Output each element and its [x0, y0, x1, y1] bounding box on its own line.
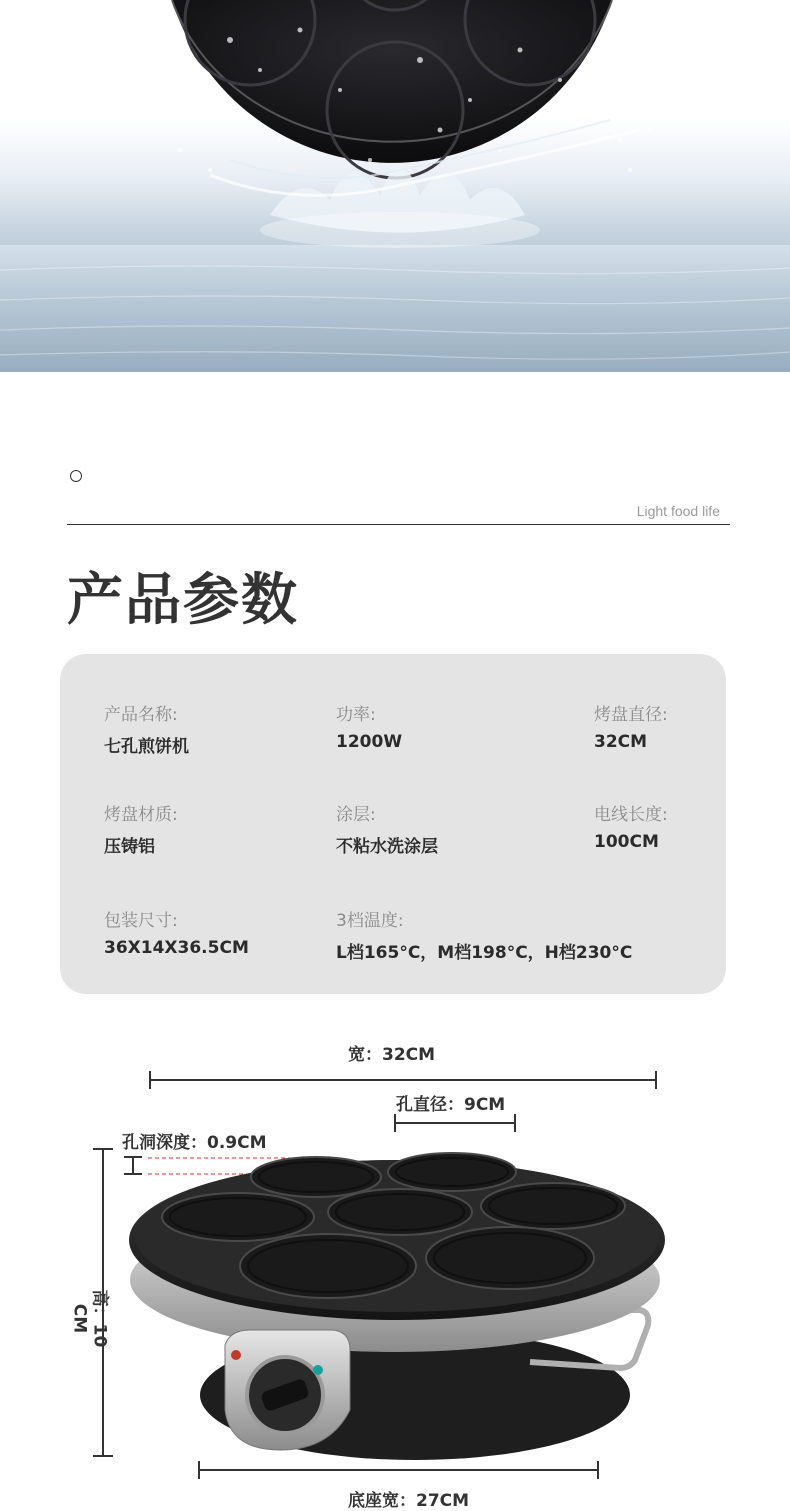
spec-value-material: 压铸铝 [104, 837, 155, 857]
spec-value-power: 1200W [336, 732, 403, 752]
height-label: 高：10 CM [69, 1289, 110, 1348]
hole-depth-label: 孔洞深度：0.9CM [122, 1133, 267, 1153]
spec-value-temperature: L档165°C，M档198°C，H档230°C [336, 943, 633, 963]
spec-label-temperature: 3档温度: [336, 911, 404, 931]
bullet-circle-icon [70, 470, 82, 482]
spec-label-material: 烤盘材质: [104, 805, 178, 825]
spec-card [60, 654, 726, 994]
hole-depth-mark [124, 1157, 142, 1174]
spec-label-power: 功率: [336, 705, 376, 725]
spec-value-cord: 100CM [594, 832, 659, 852]
spec-value-package: 36X14X36.5CM [104, 938, 249, 958]
spec-label-diameter: 烤盘直径: [594, 705, 668, 725]
spec-label-cord: 电线长度: [594, 805, 668, 825]
spec-value-coating: 不粘水洗涂层 [336, 837, 438, 857]
width-label: 宽：32CM [348, 1045, 436, 1065]
pan-splash-illustration [0, 0, 790, 372]
tagline: Light food life [636, 503, 720, 519]
hero-image [0, 0, 790, 372]
hole-diameter-label: 孔直径：9CM [396, 1095, 506, 1115]
spec-label-name: 产品名称: [104, 705, 178, 725]
spec-label-coating: 涂层: [336, 805, 376, 825]
divider [67, 524, 730, 525]
spec-value-name: 七孔煎饼机 [104, 737, 189, 757]
base-width-label: 底座宽：27CM [348, 1491, 470, 1511]
section-title: 产品参数 [67, 568, 299, 633]
pancake-maker-illustration [0, 1000, 790, 1500]
spec-value-diameter: 32CM [594, 732, 648, 752]
spec-label-package: 包装尺寸: [104, 911, 178, 931]
